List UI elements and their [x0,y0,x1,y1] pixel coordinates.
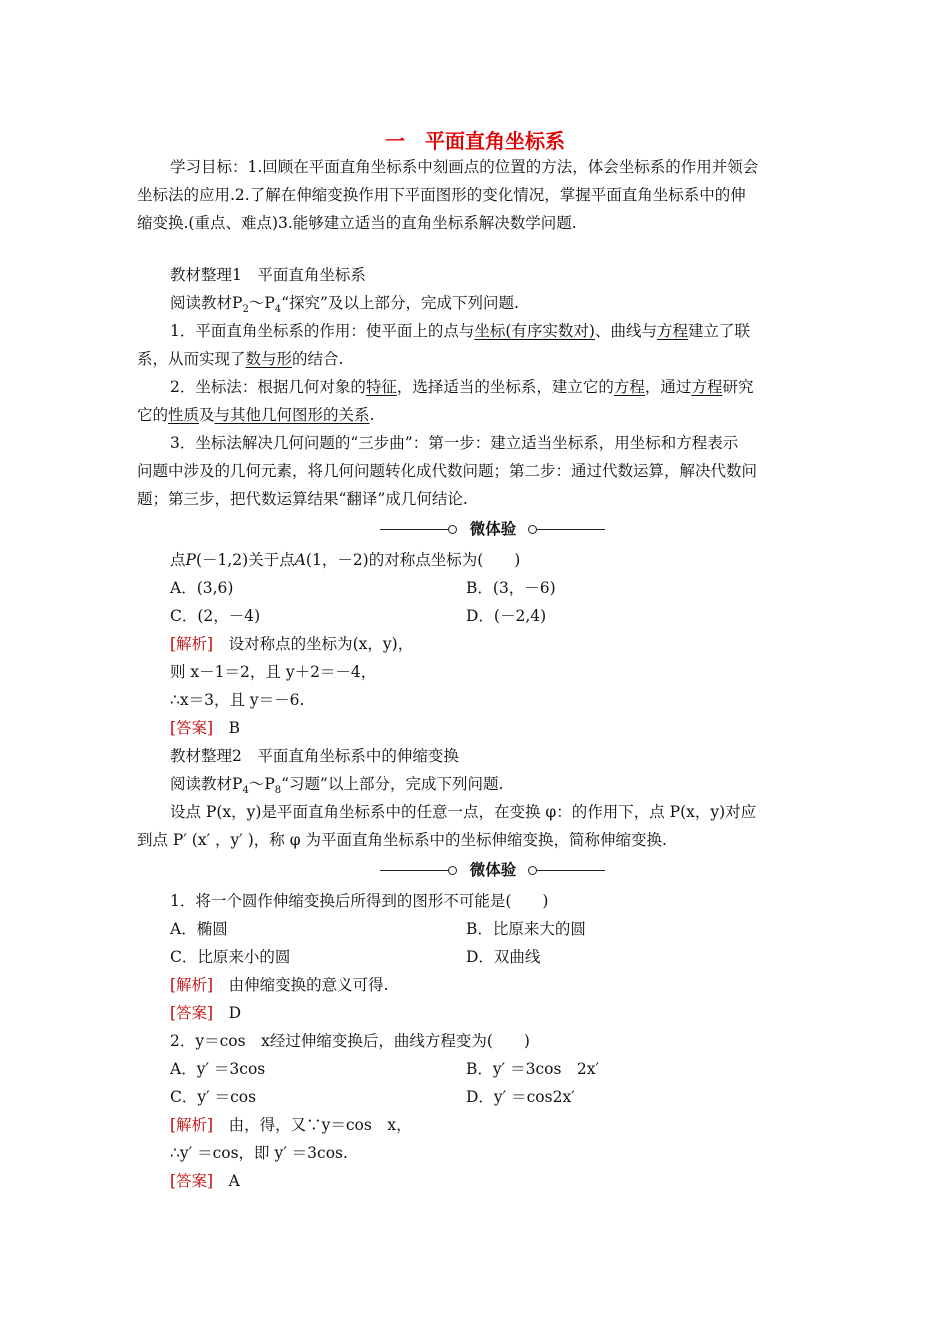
practice1-step2: ∴x＝3，且 y＝－6. [170,691,305,709]
practice1-question: 点P(－1,2)关于点A(1，－2)的对称点坐标为( ) [170,551,521,569]
option-d: D．y′ ＝cos2x′ [466,1088,575,1106]
section1-point2-line2: 它的性质及与其他几何图形的关系. [137,406,375,424]
analysis-tag: [解析] [170,635,214,653]
section2-definition-line2: 到点 P′ (x′ ，y′ )，称 φ 为平面直角坐标系中的坐标伸缩变换，简称伸缩变换. [137,831,667,849]
option-a: A．(3,6) [170,579,234,597]
section1-point3-line3: 题；第三步，把代数运算结果“翻译”成几何结论. [137,490,468,508]
option-b: B．y′ ＝3cos 2x′ [466,1060,600,1078]
option-b: B．比原来大的圆 [466,920,586,938]
practice1-analysis: [解析] 设对称点的坐标为(x，y)， [170,635,414,653]
practice2-q2-options-row2 [170,1087,817,1107]
section1-point1-line1: 1．平面直角坐标系的作用：使平面上的点与坐标(有序实数对)、曲线与方程建立了联 [170,322,751,340]
option-a: A．椭圆 [170,920,228,938]
objectives-line-3: 缩变换.(重点、难点)3.能够建立适当的直角坐标系解决数学问题. [137,214,577,232]
practice1-answer: [答案] B [170,719,240,737]
answer-tag: [答案] [170,1004,214,1022]
analysis-tag: [解析] [170,1116,214,1134]
practice2-q2-answer: [答案] A [170,1172,240,1190]
answer-tag: [答案] [170,1172,214,1190]
section1-heading: 教材整理1 平面直角坐标系 [170,266,366,284]
option-c: C．(2，－4) [170,607,261,625]
practice-divider-2 [380,860,605,880]
option-d: D．双曲线 [466,948,541,966]
section2-definition-line1: 设点 P(x，y)是平面直角坐标系中的任意一点，在变换 φ：的作用下，点 P(x，y)对应 [170,803,757,821]
practice-label: 微体验 [469,861,517,879]
section1-point1-line2: 系，从而实现了数与形的结合. [137,350,344,368]
answer-tag: [答案] [170,719,214,737]
practice1-options-row2 [170,606,817,626]
section1-point2-line1: 2．坐标法：根据几何对象的特征，选择适当的坐标系，建立它的方程，通过方程研究 [170,378,754,396]
section1-point3-line2: 问题中涉及的几何元素，将几何问题转化成代数问题；第二步：通过代数运算，解决代数问 [137,462,758,480]
option-b: B．(3，－6) [466,579,556,597]
practice-label: 微体验 [469,520,517,538]
practice2-q1-options-row1 [170,919,817,939]
practice2-q1-options-row2 [170,947,817,967]
objectives-line-1: 学习目标：1.回顾在平面直角坐标系中刻画点的位置的方法，体会坐标系的作用并领会 [170,158,759,176]
option-d: D．(－2,4) [466,607,547,625]
practice1-step1: 则 x－1＝2，且 y＋2＝－4， [170,663,377,681]
practice2-question1: 1．将一个圆作伸缩变换后所得到的图形不可能是( ) [170,892,549,910]
objectives-line-2: 坐标法的应用.2.了解在伸缩变换作用下平面图形的变化情况，掌握平面直角坐标系中的伸 [137,186,746,204]
analysis-tag: [解析] [170,976,214,994]
practice2-q2-step: ∴y′ ＝cos，即 y′ ＝3cos. [170,1144,348,1162]
section1-point3-line1: 3．坐标法解决几何问题的“三步曲”：第一步：建立适当坐标系，用坐标和方程表示 [170,434,739,452]
section2-heading: 教材整理2 平面直角坐标系中的伸缩变换 [170,747,459,765]
section2-reading: 阅读教材$P_4\sim P_8“$习题”以上部分，完成下列问题. [170,775,504,797]
practice-divider-1 [380,519,605,539]
practice2-q1-answer: [答案] D [170,1004,242,1022]
page-title: 一 平面直角坐标系 [385,129,565,153]
option-c: C．y′ ＝cos [170,1088,257,1106]
option-a: A．y′ ＝3cos [170,1060,266,1078]
practice2-q1-analysis: [解析] 由伸缩变换的意义可得. [170,976,389,994]
practice2-q2-analysis: [解析] 由，得，又∵y＝cos x， [170,1116,412,1134]
practice2-q2-options-row1 [170,1059,817,1079]
practice1-options-row1 [170,578,817,598]
section1-reading: 阅读教材$P_2\sim P_4“$探究”及以上部分，完成下列问题. [170,294,519,316]
option-c: C．比原来小的圆 [170,948,291,966]
practice2-question2: 2．y＝cos x经过伸缩变换后，曲线方程变为( ) [170,1032,530,1050]
